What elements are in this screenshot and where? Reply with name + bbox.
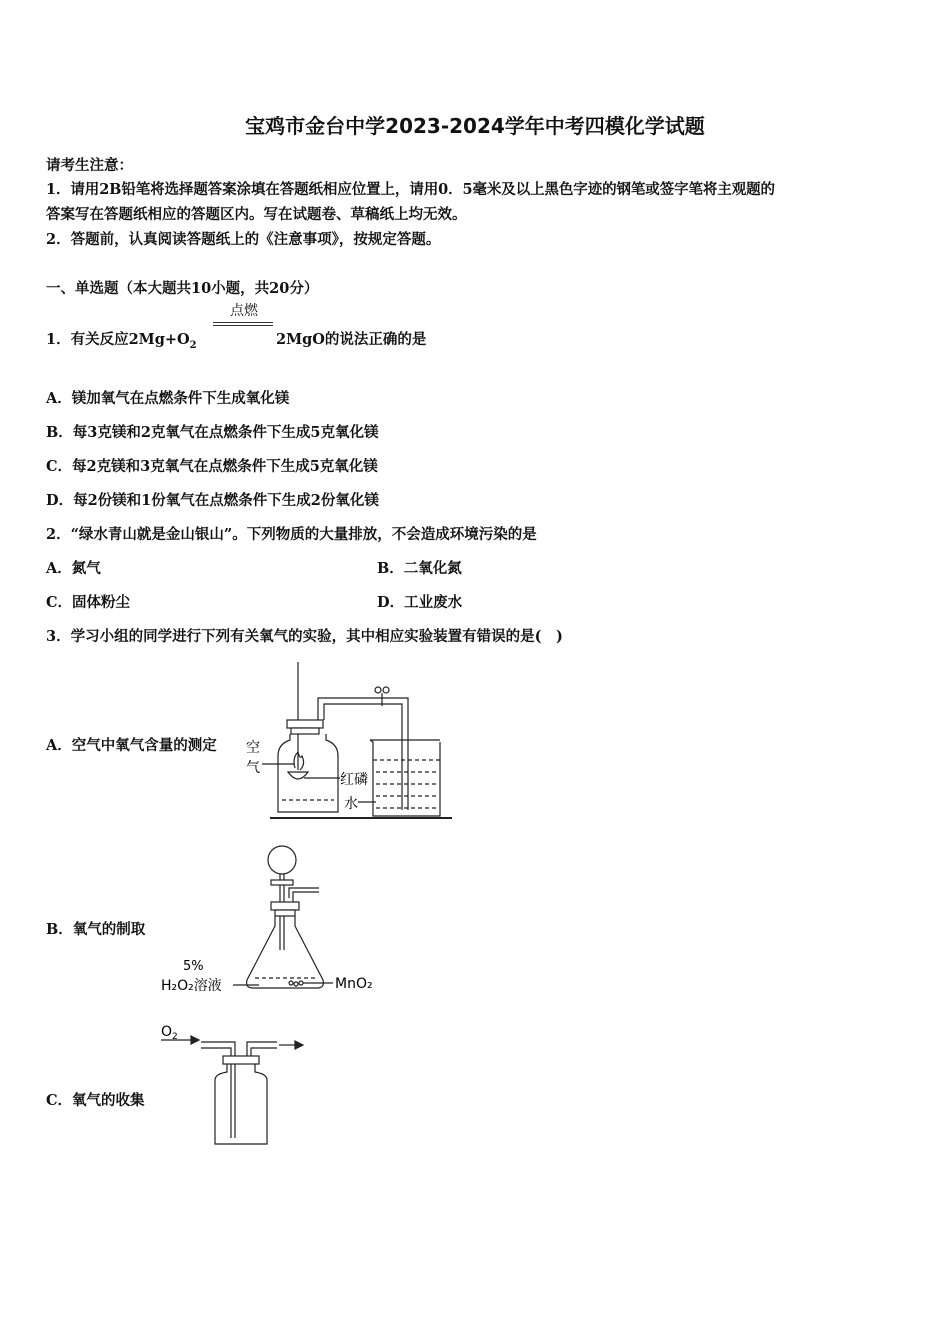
q1-option-a: A．镁加氧气在点燃条件下生成氧化镁	[46, 390, 290, 407]
label-air-1: 空	[246, 740, 260, 756]
conical-flask	[247, 916, 324, 988]
notice-line2: 2．答题前，认真阅读答题纸上的《注意事项》，按规定答题。	[46, 231, 441, 248]
label-air-2: 气	[246, 760, 260, 776]
figure-c-apparatus	[155, 1020, 315, 1150]
q1-stem	[46, 328, 197, 351]
q1-lhs: 2Mg+O	[128, 331, 190, 348]
label-h2o2-solution: H₂O₂溶液	[161, 978, 222, 994]
stopcock-icon	[271, 880, 293, 885]
q1-option-c: C．每2克镁和3克氧气在点燃条件下生成5克氧化镁	[46, 458, 378, 475]
q1-lhs-sub: 2	[189, 339, 197, 351]
outlet-arrow-icon	[295, 1041, 303, 1049]
figure-a-apparatus	[240, 660, 460, 825]
label-percent: 5%	[183, 959, 204, 974]
q3-option-a: A．空气中氧气含量的测定	[46, 737, 217, 754]
collection-stopper	[223, 1056, 259, 1064]
q2-option-a: A．氮气	[46, 560, 101, 577]
q2-option-b: B．二氧化氮	[377, 560, 462, 577]
label-red-phosphorus: 红磷	[340, 772, 368, 788]
q1-option-b: B．每3克镁和2克氧气在点燃条件下生成5克氧化镁	[46, 424, 379, 441]
q1-rhs: 2MgO的说法正确的是	[276, 331, 427, 348]
label-mno2: MnO₂	[335, 976, 373, 992]
flask-stopper	[271, 902, 299, 910]
notice-line1-cont: 答案写在答题纸相应的答题区内。写在试题卷、草稿纸上均无效。	[46, 206, 467, 223]
collection-bottle	[215, 1064, 267, 1144]
label-water: 水	[344, 796, 358, 812]
q2-stem: 2．“绿水青山就是金山银山”。下列物质的大量排放，不会造成环境污染的是	[46, 526, 537, 543]
section-heading: 一、单选题（本大题共10小题，共20分）	[46, 280, 319, 297]
q1-prefix: 1．有关反应	[46, 331, 129, 348]
q2-option-d: D．工业废水	[377, 594, 463, 611]
connecting-tube	[318, 698, 408, 810]
q3-option-c: C．氧气的收集	[46, 1092, 145, 1109]
beaker	[370, 740, 440, 816]
q3-stem: 3．学习小组的同学进行下列有关氧气的实验，其中相应实验装置有错误的是( )	[46, 628, 563, 645]
stopper	[287, 720, 323, 728]
q1-equals-sign	[213, 322, 273, 326]
notice-heading: 请考生注意：	[46, 157, 133, 174]
label-o2: $O_2$	[161, 1024, 178, 1042]
separatory-funnel	[268, 846, 296, 874]
figure-b-apparatus	[155, 840, 390, 1000]
inlet-arrow-icon	[191, 1036, 199, 1044]
q1-option-d: D．每2份镁和1份氧气在点燃条件下生成2份氧化镁	[46, 492, 379, 509]
q1-condition: 点燃	[230, 303, 258, 319]
page-title: 宝鸡市金台中学2023-2024学年中考四模化学试题	[245, 114, 705, 138]
q3-option-b: B．氧气的制取	[46, 921, 146, 938]
flame-icon	[294, 752, 304, 770]
notice-line1: 1．请用2B铅笔将选择题答案涂填在答题纸相应位置上，请用0．5毫米及以上黑色字迹的钢笔或签字笔将主观题的	[46, 181, 775, 198]
q2-option-c: C．固体粉尘	[46, 594, 131, 611]
